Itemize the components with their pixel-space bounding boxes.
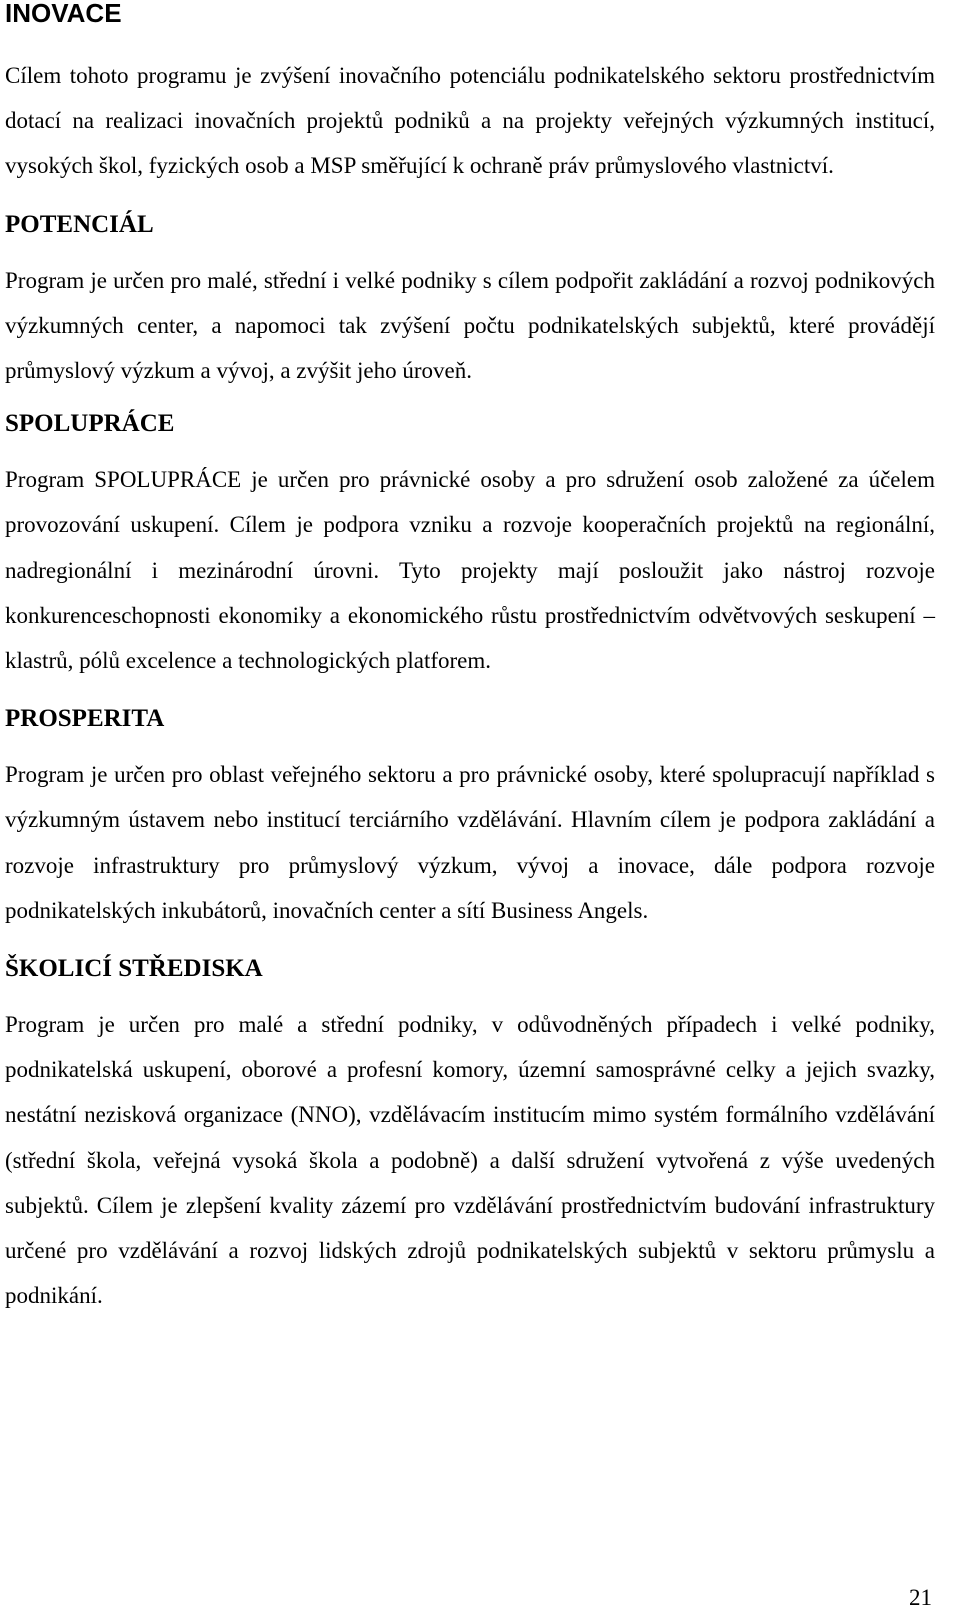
section-text-potencial: Program je určen pro malé, střední i velké podniky s cílem podpořit zakládání a rozvoj podnikových výzkumných center, a napomoci tak zvýšení počtu podnikatelských subjektů, které provádějí průmyslový výzkum a vývoj, a zvýšit jeho úroveň. bbox=[5, 267, 935, 384]
section-text-prosperita: Program je určen pro oblast veřejného sektoru a pro právnické osoby, které spolupracují například s výzkumným ústavem nebo institucí terciárního vzdělávání. Hlavním cílem je podpora zakládání a rozvoje infrastruktury pro průmyslový výzkum, vývoj a inovace, dále podpora rozvoje podnikatelských inkubátorů, inovačních center a sítí Business Angels. bbox=[5, 762, 935, 923]
section-heading-spoluprace: SPOLUPRÁCE bbox=[5, 410, 175, 438]
section-text-spoluprace: Program SPOLUPRÁCE je určen pro právnické osoby a pro sdružení osob založené za účelem provozování uskupení. Cílem je podpora vzniku a rozvoje kooperačních projektů na regionální, nadregionální i mezinárodní úrovni. Tyto projekty mají posloužit jako nástroj rozvoje konkurenceschopnosti ekonomiky a ekonomického růstu prostřednictvím odvětvových seskupení – klastrů, pólů excelence a technologických platforem. bbox=[5, 467, 935, 674]
section-heading-prosperita: PROSPERITA bbox=[5, 705, 165, 733]
section-heading-skolici-strediska: ŠKOLICÍ STŘEDISKA bbox=[5, 955, 263, 983]
section-text-skolici-strediska: Program je určen pro malé a střední podniky, v odůvodněných případech i velké podniky, podnikatelská uskupení, oborové a profesní komory, územní samosprávné celky a jejich svazky, nestátní nezisková organizace (NNO), vzdělávacím institucím mimo systém formálního vzdělávání (střední škola, veřejná vysoká škola a podobně) a další sdružení vytvořená z výše uvedených subjektů. Cílem je zlepšení kvality zázemí pro vzdělávání prostřednictvím budování infrastruktury určené pro vzdělávání a rozvoj lidských zdrojů podnikatelských subjektů v sektoru průmyslu a podnikání. bbox=[5, 1012, 935, 1309]
section-heading-inovace: INOVACE bbox=[5, 0, 122, 28]
section-text-inovace: Cílem tohoto programu je zvýšení inovačního potenciálu podnikatelského sektoru prostřednictvím dotací na realizaci inovačních projektů podniků a na projekty veřejných výzkumných institucí, vysokých škol, fyzických osob a MSP směřující k ochraně práv průmyslového vlastnictví. bbox=[5, 63, 935, 179]
section-heading-potencial: POTENCIÁL bbox=[5, 210, 154, 238]
page-number: 21 bbox=[909, 1585, 932, 1610]
document-page bbox=[5, 0, 935, 1318]
